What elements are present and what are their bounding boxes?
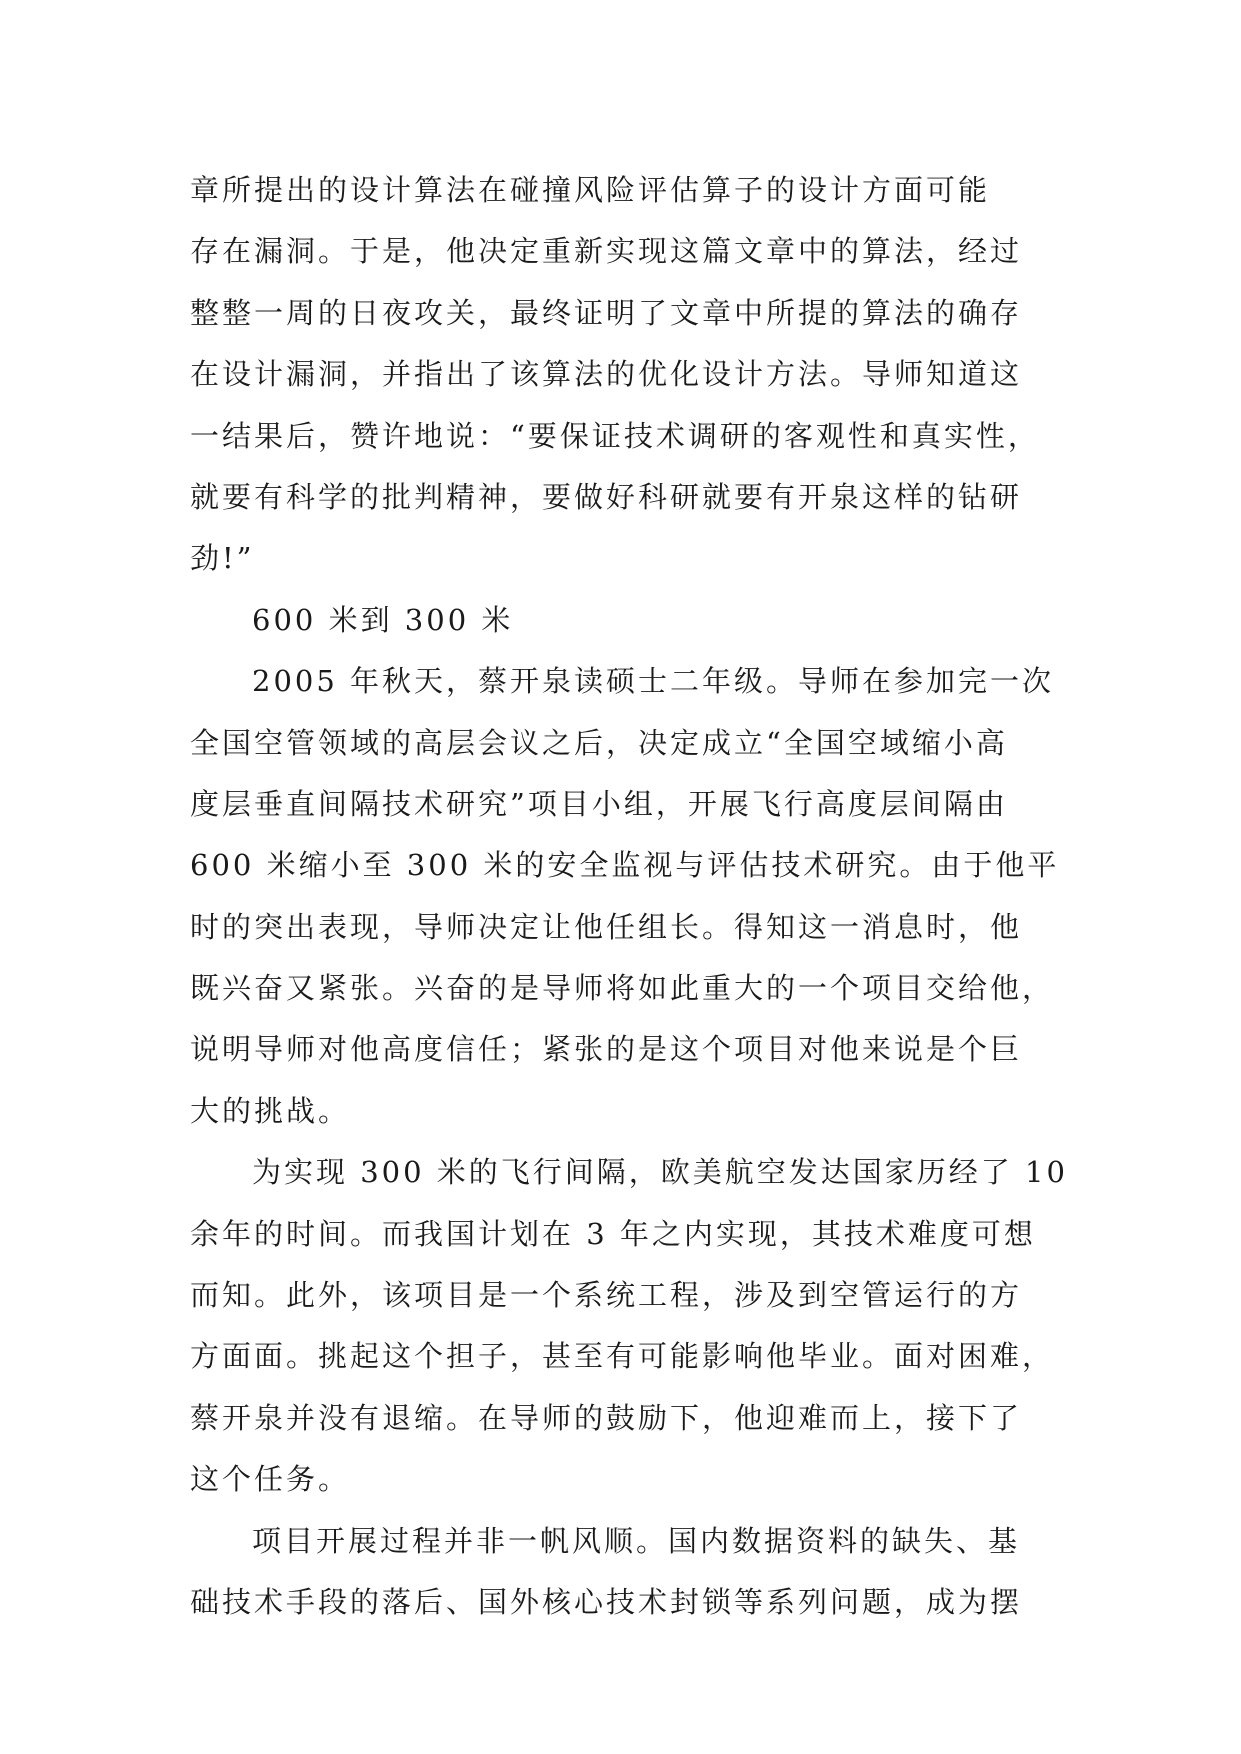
text-line: 600 米缩小至 300 米的安全监视与评估技术研究。由于他平 bbox=[190, 848, 1060, 883]
text-line: 为实现 300 米的飞行间隔，欧美航空发达国家历经了 10 bbox=[252, 1155, 1068, 1190]
text-line: 一结果后，赞许地说：“要保证技术调研的客观性和真实性， bbox=[190, 418, 1040, 453]
text-line: 2005 年秋天，蔡开泉读硕士二年级。导师在参加完一次 bbox=[252, 664, 1055, 699]
text-line: 在设计漏洞，并指出了该算法的优化设计方法。导师知道这 bbox=[190, 357, 1023, 392]
text-line: 项目开展过程并非一帆风顺。国内数据资料的缺失、基 bbox=[252, 1523, 1021, 1558]
text-line: 而知。此外，该项目是一个系统工程，涉及到空管运行的方 bbox=[190, 1278, 1023, 1313]
text-line: 章所提出的设计算法在碰撞风险评估算子的设计方面可能 bbox=[190, 173, 991, 207]
text-line: 度层垂直间隔技术研究”项目小组，开展飞行高度层间隔由 bbox=[190, 786, 1008, 821]
text-line: 存在漏洞。于是，他决定重新实现这篇文章中的算法，经过 bbox=[190, 234, 1023, 269]
text-line: 础技术手段的落后、国外核心技术封锁等系列问题，成为摆 bbox=[190, 1584, 1023, 1619]
text-line: 说明导师对他高度信任；紧张的是这个项目对他来说是个巨 bbox=[190, 1032, 1023, 1067]
text-line: 大的挑战。 bbox=[190, 1093, 351, 1128]
text-line: 就要有科学的批判精神，要做好科研就要有开泉这样的钻研 bbox=[190, 479, 1023, 514]
text-line: 全国空管领域的高层会议之后，决定成立“全国空域缩小高 bbox=[190, 725, 1008, 760]
text-line: 这个任务。 bbox=[190, 1462, 351, 1497]
text-line: 余年的时间。而我国计划在 3 年之内实现，其技术难度可想 bbox=[190, 1216, 1036, 1251]
text-line: 时的突出表现，导师决定让他任组长。得知这一消息时，他 bbox=[190, 909, 1023, 944]
section-heading: 600 米到 300 米 bbox=[252, 602, 514, 637]
text-line: 蔡开泉并没有退缩。在导师的鼓励下，他迎难而上，接下了 bbox=[190, 1400, 1023, 1435]
text-line: 劲!” bbox=[190, 541, 255, 576]
text-line: 既兴奋又紧张。兴奋的是导师将如此重大的一个项目交给他， bbox=[190, 971, 1055, 1006]
body-text bbox=[190, 160, 1068, 1633]
text-line: 方面面。挑起这个担子，甚至有可能影响他毕业。面对困难， bbox=[190, 1339, 1055, 1374]
text-line: 整整一周的日夜攻关，最终证明了文章中所提的算法的确存 bbox=[190, 295, 1023, 330]
